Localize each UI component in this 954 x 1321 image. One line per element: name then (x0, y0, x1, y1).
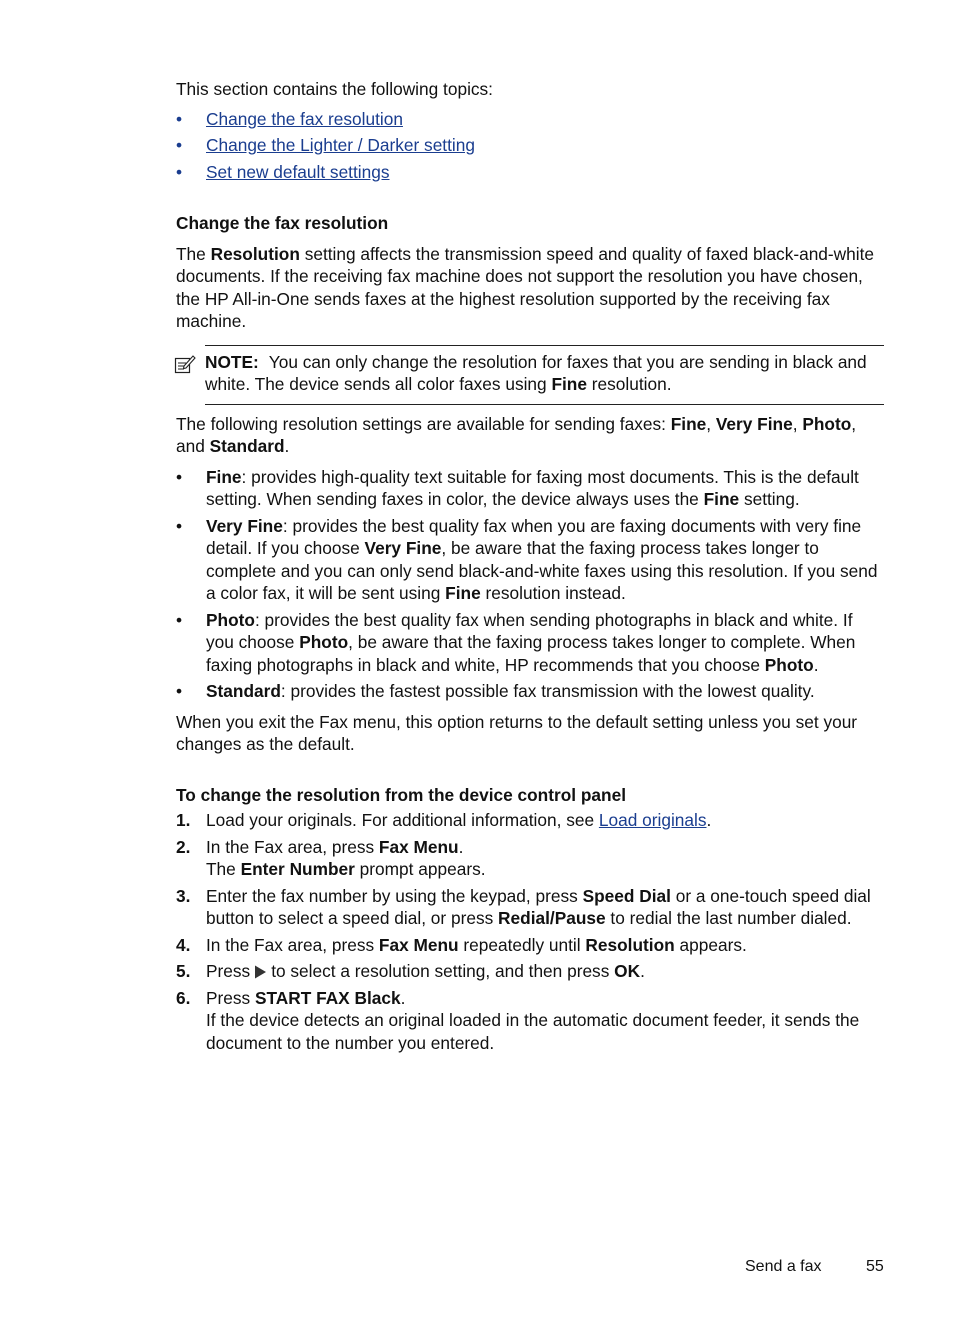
note-icon (174, 354, 196, 374)
page-number: 55 (866, 1258, 884, 1275)
option-photo: • Photo: provides the best quality fax when sending photographs in black and white. If you choose Photo, be aware that the faxing process takes longer to complete. When faxing photographs in black and white, HP recommends that you choose Photo. (176, 609, 856, 675)
topic-link-lighter-darker[interactable]: Change the Lighter / Darker setting (206, 135, 475, 155)
resolution-options-list (176, 466, 884, 703)
resolution-paragraph: The Resolution setting affects the transmission speed and quality of faxed black-and-white documents. If the receiving fax machine does not support the resolution you have chosen, the HP All-in-One sends faxes at the highest resolution supported by the receiving fax machine. (176, 243, 875, 331)
procedure-steps (176, 809, 884, 1054)
option-fine: • Fine: provides high-quality text suitable for faxing most documents. This is the default setting. When sending faxes in color, the device always uses the Fine setting. (176, 466, 859, 509)
bullet: • (176, 161, 183, 182)
option-standard: • Standard: provides the fastest possible fax transmission with the lowest quality. (176, 681, 815, 701)
note-text: NOTE: You can only change the resolution for faxes that you are sending in black and white. The device sends all color faxes using Fine resolution. (205, 351, 867, 394)
procedure-heading: To change the resolution from the device control panel (176, 784, 627, 805)
step-6: 6. Press START FAX Black. If the device detects an original loaded in the automatic document feeder, it sends the document to the number you entered. (176, 987, 860, 1053)
topic-item (176, 134, 884, 157)
topic-link-fax-resolution[interactable]: Change the fax resolution (206, 108, 403, 129)
settings-paragraph: The following resolution settings are available for sending faxes: Fine, Very Fine, Photo, and Standard. (176, 413, 857, 456)
step-3: 3. Enter the fax number by using the keypad, press Speed Dial or a one-touch speed dial button to select a speed dial, or press Redial/Pause to redial the last number dialed. (176, 885, 871, 928)
topic-item (176, 108, 884, 131)
section-heading: Change the fax resolution (176, 213, 389, 233)
topic-list (176, 108, 884, 184)
right-arrow-icon (252, 964, 268, 980)
load-originals-link[interactable]: Load originals (598, 810, 707, 830)
footer-section-title: Send a fax (745, 1258, 822, 1275)
intro-text: This section contains the following topics: (176, 79, 493, 99)
topic-item (176, 161, 884, 184)
page-content (176, 78, 884, 1058)
step-2: 2. In the Fax area, press Fax Menu. The Enter Number prompt appears. (176, 836, 486, 879)
step-4: 4. In the Fax area, press Fax Menu repeatedly until Resolution appears. (176, 934, 747, 955)
exit-paragraph: When you exit the Fax menu, this option returns to the default setting unless you set your changes as the default. (176, 711, 858, 754)
topic-link-default-settings[interactable]: Set new default settings (206, 161, 390, 182)
note-label: NOTE: (205, 351, 259, 372)
bullet: • (176, 135, 183, 155)
option-very-fine: • Very Fine: provides the best quality fax when you are faxing documents with very fine detail. If you choose Very Fine, be aware that the faxing process takes longer to complete and you can only send black-and-white faxes using this resolution. If you send a color fax, it will be sent using Fine resolution instead. (176, 515, 878, 603)
note-box (205, 345, 884, 405)
bullet: • (176, 108, 183, 129)
step-1: 1. Load your originals. For additional information, see Load originals. (176, 810, 712, 830)
step-5: 5. Press to select a resolution setting, and then press OK. (176, 961, 645, 981)
